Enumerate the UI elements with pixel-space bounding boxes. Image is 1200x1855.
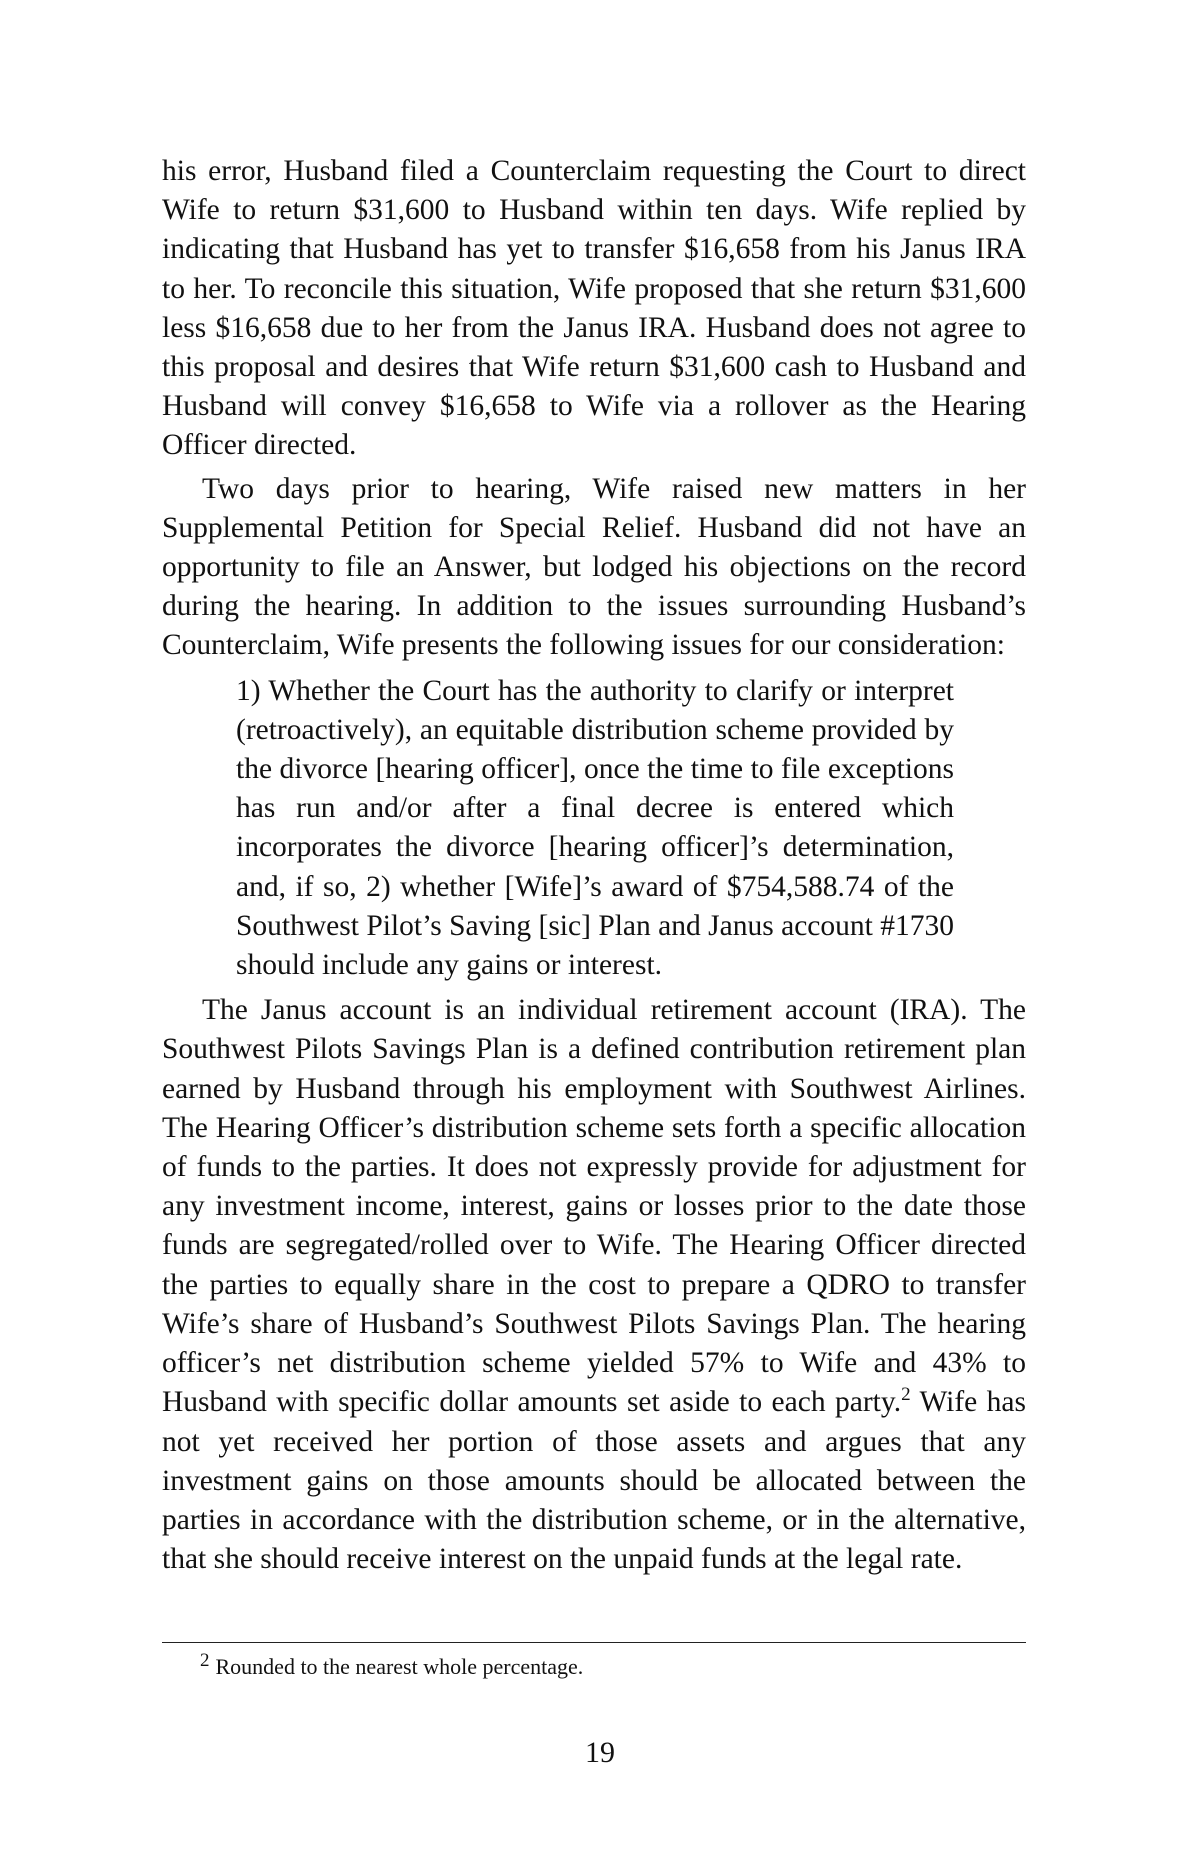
paragraph-janus-account-text-2: Wife has not yet received her portion of those assets and argues that any investment gains on those amounts should be allocated between the parties in accordance with the distribution scheme, or in the alternative, that she should receive interest on the unpaid funds at the legal rate. xyxy=(162,1386,1026,1576)
block-quote-issues: 1) Whether the Court has the authority to clarify or interpret (retroactively), an equitable distribution scheme provided by the divorce [hearing officer], once the time to file exceptions has run and/or after a final decree is entered which incorporates the divorce [hearing officer]’s determination, and, if so, 2) whether [Wife]’s award of $754,588.74 of the Southwest Pilot’s Saving [sic] Plan and Janus account #1730 should include any gains or interest. xyxy=(236,674,954,982)
footnote-mark: 2 xyxy=(200,1649,210,1671)
paragraph-janus-account xyxy=(162,991,1026,1579)
footnote-text: Rounded to the nearest whole percentage. xyxy=(215,1654,584,1679)
paragraph-janus-account-text-1: The Janus account is an individual retirement account (IRA). The Southwest Pilots Savings Plan is a defined contribution retirement plan earned by Husband through his employment with Southwest Airlines. The Hearing Officer’s distribution scheme sets forth a specific allocation of funds to the parties. It does not expressly provide for adjustment for any investment income, interest, gains or losses prior to the date those funds are segregated/rolled over to Wife. The Hearing Officer directed the parties to equally share in the cost to prepare a QDRO to transfer Wife’s share of Husband’s Southwest Pilots Savings Plan. The hearing officer’s net distribution scheme yielded 57% to Wife and 43% to Husband with specific dollar amounts set aside to each party. xyxy=(162,994,1026,1419)
paragraph-continued: his error, Husband filed a Counterclaim requesting the Court to direct Wife to return $31,600 to Husband within ten days. Wife replied by indicating that Husband has yet to transfer $16,658 from his Janus IRA to her. To reconcile this situation, Wife proposed that she return $31,600 less $16,658 due to her from the Janus IRA. Husband does not agree to this proposal and desires that Wife return $31,600 cash to Husband and Husband will convey $16,658 to Wife via a rollover as the Hearing Officer directed. xyxy=(162,155,1026,462)
page-number: 19 xyxy=(585,1736,615,1769)
page-body xyxy=(162,152,1026,1579)
footnote-reference: 2 xyxy=(901,1384,911,1406)
footnote xyxy=(200,1649,1000,1682)
paragraph-supplemental-petition: Two days prior to hearing, Wife raised new matters in her Supplemental Petition for Special Relief. Husband did not have an opportunity to file an Answer, but lodged his objections on the record during the hearing. In addition to the issues surrounding Husband’s Counterclaim, Wife presents the following issues for our consideration: xyxy=(162,472,1026,662)
footnote-divider xyxy=(162,1642,1026,1643)
